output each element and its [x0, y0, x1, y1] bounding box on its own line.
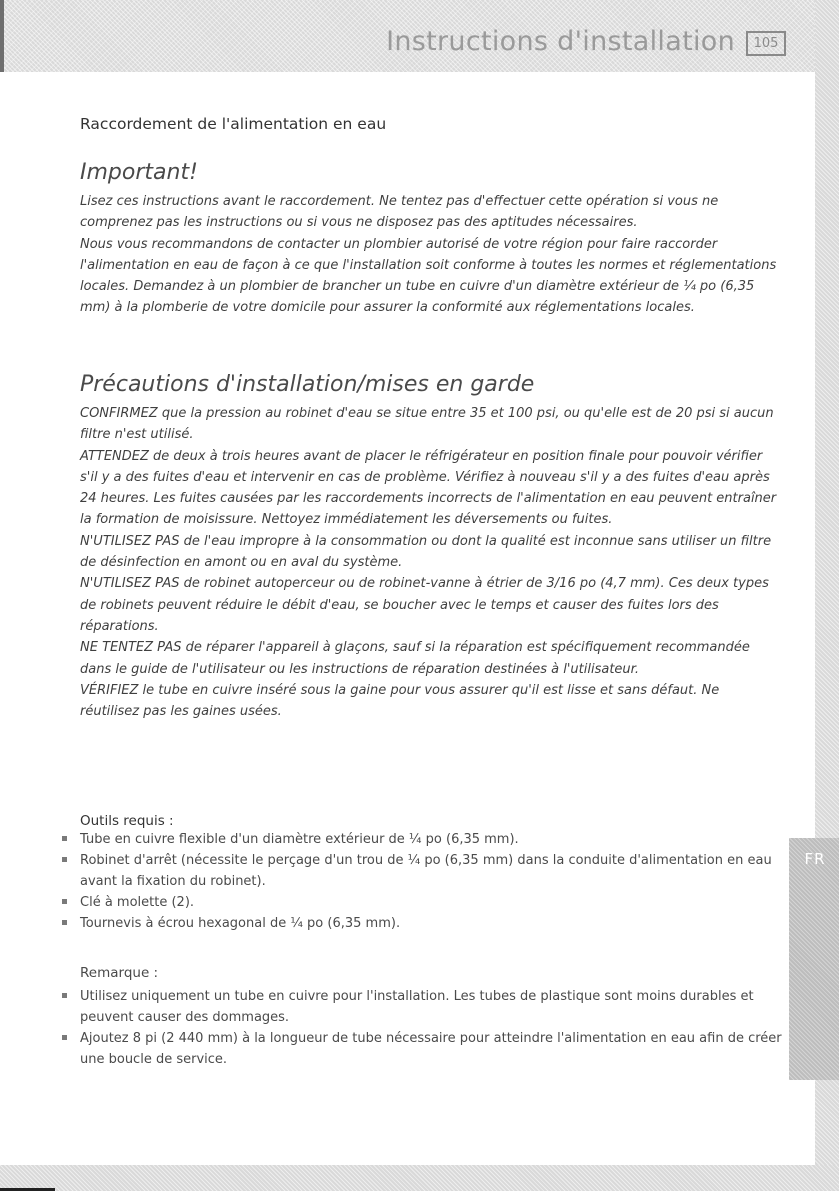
footer-band	[0, 1165, 839, 1191]
precautions-text	[80, 403, 780, 722]
precaution-paragraph: N'UTILISEZ PAS de l'eau impropre à la consommation ou dont la qualité est inconnue sans utiliser un filtre de désinfection en amont ou en aval du système.	[80, 533, 772, 571]
bullet-icon	[62, 857, 67, 862]
language-tab	[789, 838, 839, 1080]
bullet-icon	[62, 836, 67, 841]
precaution-paragraph: CONFIRMEZ que la pression au robinet d'eau se situe entre 35 et 100 psi, ou qu'elle est de 20 psi si aucun filtre n'est utilisé.	[80, 406, 774, 443]
list-item: Tournevis à écrou hexagonal de ¼ po (6,35 mm).	[62, 913, 782, 934]
list-item: Robinet d'arrêt (nécessite le perçage d'un trou de ¼ po (6,35 mm) dans la conduite d'alimentation en eau avant la fixation du robinet).	[62, 850, 782, 892]
bullet-icon	[62, 993, 67, 998]
precaution-paragraph: N'UTILISEZ PAS de robinet autoperceur ou de robinet-vanne à étrier de 3/16 po (4,7 mm). Ces deux types de robinets peuvent réduire le débit d'eau, se boucher avec le temps et causer des fuites lors des réparations.	[80, 576, 769, 634]
remark-heading: Remarque :	[80, 965, 159, 981]
tools-list	[62, 829, 782, 934]
bullet-icon	[62, 1035, 67, 1040]
language-tab-label: FR	[804, 850, 826, 868]
precautions-heading: Précautions d'installation/mises en garde	[80, 372, 535, 397]
precaution-paragraph: VÉRIFIEZ le tube en cuivre inséré sous la gaine pour vous assurer qu'il est lisse et sans défaut. Ne réutilisez pas les gaines usées.	[80, 682, 720, 720]
page-number: 105	[746, 31, 786, 56]
important-heading: Important!	[80, 160, 198, 185]
list-item: Tube en cuivre flexible d'un diamètre extérieur de ¼ po (6,35 mm).	[62, 829, 782, 850]
important-paragraph: Nous vous recommandons de contacter un plombier autorisé de votre région pour faire raccorder l'alimentation en eau de façon à ce que l'installation soit conforme à toutes les normes et réglementations locales. Demandez à un plombier de brancher un tube en cuivre d'un diamètre extérieur de ¼ po (6,35 mm) à la plomberie de votre domicile pour assurer la conformité aux réglementations locales.	[80, 236, 777, 316]
list-item: Ajoutez 8 pi (2 440 mm) à la longueur de tube nécessaire pour atteindre l'alimentation en eau afin de créer une boucle de service.	[62, 1028, 782, 1070]
remark-list	[62, 986, 782, 1070]
bullet-icon	[62, 920, 67, 925]
precaution-paragraph: NE TENTEZ PAS de réparer l'appareil à glaçons, sauf si la réparation est spécifiquement recommandée dans le guide de l'utilisateur ou les instructions de réparation destinées à l'utilisateur.	[80, 640, 750, 677]
list-item: Clé à molette (2).	[62, 892, 782, 913]
tools-heading: Outils requis :	[80, 813, 174, 829]
important-paragraph: Lisez ces instructions avant le raccordement. Ne tentez pas d'effectuer cette opération si vous ne comprenez pas les instructions ou si vous ne disposez pas des aptitudes nécessaires.	[80, 194, 719, 231]
important-text	[80, 191, 780, 319]
section-heading: Raccordement de l'alimentation en eau	[80, 115, 387, 133]
list-item: Utilisez uniquement un tube en cuivre pour l'installation. Les tubes de plastique sont moins durables et peuvent causer des dommages.	[62, 986, 782, 1028]
bullet-icon	[62, 899, 67, 904]
precaution-paragraph: ATTENDEZ de deux à trois heures avant de placer le réfrigérateur en position finale pour pouvoir vérifier s'il y a des fuites d'eau et intervenir en cas de problème. Vérifiez à nouveau s'il y a des fuites d'eau après 24 heures. Les fuites causées par les raccordements incorrects de l'alimentation en eau peuvent entraîner la formation de moisissure. Nettoyez immédiatement les déversements ou fuites.	[80, 448, 777, 528]
page-title: Instructions d'installation	[386, 26, 735, 57]
